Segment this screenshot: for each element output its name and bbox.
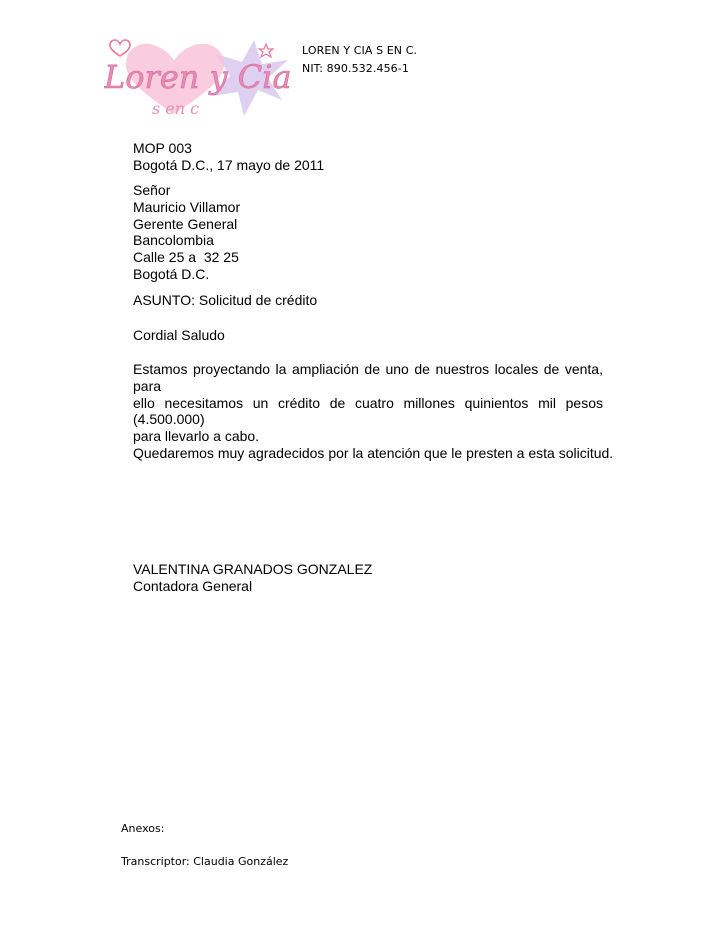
- letter-body: [133, 361, 614, 462]
- company-logo: [104, 38, 296, 122]
- body-line: ello necesitamos un crédito de cuatro millones quinientos mil pesos (4.500.000): [133, 394, 603, 428]
- letter-reference-block: [133, 140, 603, 174]
- company-name: LOREN Y CIA S EN C.: [302, 44, 418, 57]
- greeting-text: Cordial Saludo: [133, 327, 225, 343]
- reference-code: MOP 003: [133, 140, 192, 156]
- subject-text: ASUNTO: Solicitud de crédito: [133, 292, 318, 308]
- recipient-company: Bancolombia: [133, 232, 214, 249]
- greeting-line: [133, 327, 603, 344]
- recipient-address: Calle 25 a 32 25: [133, 249, 239, 266]
- recipient-city: Bogotá D.C.: [133, 265, 210, 282]
- recipient-name: Mauricio Villamor: [133, 198, 241, 215]
- transcriptor-label: Transcriptor: Claudia González: [121, 855, 289, 868]
- company-nit: NIT: 890.532.456-1: [302, 62, 409, 75]
- recipient-block: [133, 182, 603, 283]
- logo-small-star-icon: [259, 44, 273, 57]
- logo-sub-text: s en c: [152, 99, 200, 118]
- subject-line: [133, 292, 603, 309]
- recipient-salutation: Señor: [133, 182, 171, 198]
- body-line: Quedaremos muy agradecidos por la atención que le presten a esta solicitud.: [133, 444, 614, 461]
- signer-name: VALENTINA GRANADOS GONZALEZ: [133, 561, 373, 577]
- body-line: Estamos proyectando la ampliación de uno de nuestros locales de venta, para: [133, 361, 603, 394]
- logo-brand-text: Loren y Cia: [104, 58, 292, 96]
- logo-graphic: [104, 38, 296, 122]
- logo-small-heart-icon: [110, 40, 130, 56]
- recipient-position: Gerente General: [133, 215, 238, 232]
- place-date: Bogotá D.C., 17 mayo de 2011: [133, 156, 325, 173]
- annexes-label: Anexos:: [121, 822, 165, 835]
- signature-block: [133, 561, 603, 595]
- company-header: [302, 42, 417, 78]
- signer-title: Contadora General: [133, 577, 253, 594]
- body-line: para llevarlo a cabo.: [133, 428, 260, 445]
